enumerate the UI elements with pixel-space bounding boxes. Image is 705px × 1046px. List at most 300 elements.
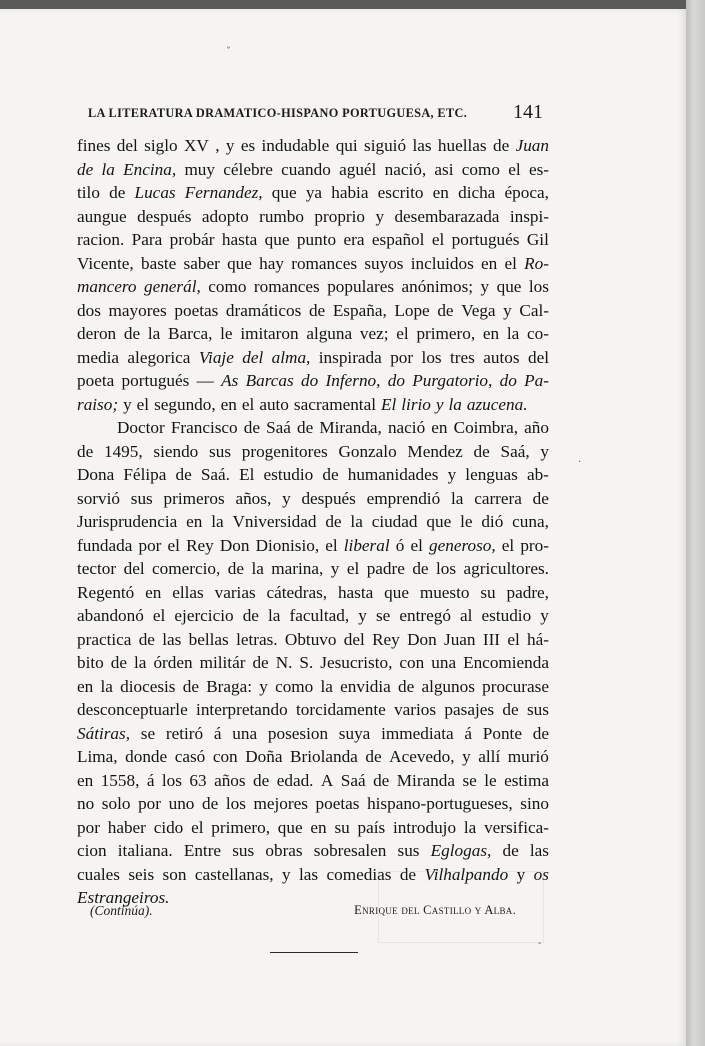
word: desconceptuarle (77, 700, 188, 719)
word: comedias (326, 864, 392, 884)
word: letras. (236, 629, 278, 649)
word: Jesucristo, (320, 653, 393, 672)
italic-word: do (499, 371, 517, 390)
word: por (77, 817, 100, 837)
word: dos (77, 300, 101, 320)
word: de (243, 418, 260, 437)
word: aguél (339, 159, 377, 179)
word: de (308, 300, 326, 320)
text-line (77, 299, 549, 323)
word: vez; (359, 324, 389, 343)
word: segundo, (154, 394, 216, 414)
word: ejercicio (174, 606, 234, 625)
word: de (325, 512, 342, 531)
word: Félipa (123, 465, 167, 484)
page-header (88, 101, 543, 125)
word: Rey (372, 629, 400, 649)
word: ellas (172, 582, 204, 602)
italic-word: Juan (515, 136, 549, 155)
text-line (77, 510, 549, 534)
word: asi (434, 159, 454, 179)
word: Lope (394, 300, 430, 320)
word: el (508, 159, 521, 179)
word: castellanas, (194, 864, 274, 884)
word: alegorica (127, 347, 191, 367)
word: las (299, 864, 319, 884)
word: que (264, 230, 290, 249)
word: siglo (144, 136, 178, 155)
word: Encomienda (463, 653, 549, 672)
word: Vicente, (77, 253, 134, 273)
italic-word: do (387, 371, 405, 390)
italic-word: del (242, 347, 264, 367)
italic-word: Ro- (524, 253, 549, 273)
word: ya (305, 183, 323, 202)
word: Miranda (396, 770, 455, 790)
word: una (431, 653, 457, 672)
word: siendo (153, 441, 199, 461)
word: las (529, 841, 549, 860)
word: obras (265, 841, 303, 860)
word: por (390, 347, 414, 367)
word: de (373, 770, 390, 790)
italic-word: Estrangeiros. (77, 888, 170, 907)
word: Coimbra, (453, 418, 519, 437)
word: humanidades (347, 465, 439, 484)
italic-word: Viaje (198, 347, 234, 367)
word: mayores (108, 300, 167, 320)
closing-rule (270, 952, 358, 953)
word: y (330, 559, 340, 578)
word: indudable (261, 136, 330, 155)
text-line (77, 839, 549, 863)
word: Gonzalo (338, 441, 397, 461)
text-line (77, 393, 549, 417)
word: después (301, 488, 356, 508)
word: Vniversidad (232, 512, 317, 531)
word: — (196, 371, 214, 390)
word: las (162, 629, 182, 649)
word: edad. (276, 770, 314, 790)
word: Miranda, (319, 418, 382, 437)
word: poetas (315, 794, 360, 813)
word: como (208, 277, 247, 296)
word: nació (387, 418, 426, 437)
word: agricultores. (463, 559, 549, 578)
word: 1495, (103, 441, 143, 461)
word: dió (481, 512, 504, 531)
word: 1558, (100, 770, 140, 790)
word: á (213, 723, 222, 743)
word: sobresalen (313, 841, 387, 860)
word: huellas (437, 136, 487, 155)
word: incluidos (410, 253, 474, 273)
speck-mark: ˇ (226, 47, 231, 58)
word: año (524, 418, 549, 437)
word: y (358, 606, 367, 625)
word: Jurisprudencia (77, 512, 178, 531)
word: España, (332, 300, 387, 320)
text-line (77, 604, 549, 628)
word: lenguas (465, 465, 518, 484)
text-line (77, 675, 549, 699)
word: sus (232, 841, 255, 860)
word: célebre (223, 159, 273, 179)
word: al (460, 606, 473, 625)
italic-word: mancero (77, 277, 137, 296)
word: el (346, 559, 360, 578)
word: alguna (306, 324, 353, 343)
word: la (463, 817, 477, 837)
word: de (502, 700, 519, 719)
word: es- (528, 159, 549, 179)
word: el (410, 535, 423, 555)
word: los (421, 347, 442, 367)
italic-word: generál, (143, 277, 201, 296)
word: qui (335, 136, 358, 155)
text-line (77, 557, 549, 581)
word: inspirada (318, 347, 382, 367)
word: marina, (271, 559, 324, 578)
word: romances (291, 253, 358, 273)
word: desembarazada (394, 206, 500, 226)
word: del (123, 559, 145, 578)
word: su (334, 817, 350, 837)
word: que (227, 253, 252, 273)
italic-word: os (533, 864, 549, 884)
word: estudio (481, 606, 532, 625)
word: años, (235, 488, 272, 508)
word: 63 (189, 770, 207, 790)
smallcaps-word: XV (183, 136, 209, 155)
word: aungue (77, 206, 127, 226)
word: padre, (506, 582, 549, 602)
word: de (532, 488, 549, 508)
word: la (100, 676, 113, 696)
italic-word: Encina, (123, 159, 177, 179)
word: órden (153, 653, 193, 672)
word: hispano-portugueses, (367, 794, 513, 813)
word: en (481, 253, 498, 273)
speck-mark: · (578, 457, 582, 468)
text-line (77, 769, 549, 793)
word: padre (366, 559, 405, 578)
word: sacramental (293, 394, 376, 414)
word: Para (131, 230, 163, 249)
word: á (464, 723, 473, 743)
word: de (253, 770, 270, 790)
word: una (232, 723, 258, 743)
word: media (77, 347, 119, 367)
text-line (77, 651, 549, 675)
word: y (375, 206, 385, 226)
word: la (350, 512, 363, 531)
word: tilo (77, 183, 100, 202)
word: Saá, (500, 441, 530, 461)
word: y (282, 488, 291, 508)
word: suya (338, 723, 371, 743)
word: y (462, 747, 471, 766)
word: primeros (163, 488, 225, 508)
word: del (116, 136, 138, 155)
word: la (134, 653, 147, 672)
word: Gil (526, 230, 549, 249)
word: seis (128, 864, 155, 884)
word: en (482, 324, 500, 343)
word: Ponte (482, 723, 522, 743)
word: á (146, 770, 155, 790)
word: mejores (253, 794, 308, 813)
word: en (310, 817, 327, 837)
word: baste (140, 253, 177, 273)
word: fines (77, 136, 111, 155)
word: de (412, 559, 429, 578)
text-line (77, 252, 549, 276)
text-line (77, 158, 549, 182)
word: facultad, (289, 606, 350, 625)
word: el (396, 324, 409, 343)
word: pro- (520, 535, 549, 555)
word: los (225, 794, 246, 813)
word: cuando (281, 159, 331, 179)
word: cido (153, 817, 184, 837)
italic-word: raiso; (77, 394, 119, 414)
word: que (496, 277, 522, 296)
word: italiana. (117, 841, 173, 860)
text-line (77, 275, 549, 299)
word: immediata (381, 723, 454, 743)
word: há- (527, 629, 549, 649)
word: y (259, 676, 268, 696)
word: autos (483, 347, 520, 367)
word: de (110, 653, 127, 672)
italic-word: Fernandez, (184, 183, 263, 202)
word: que (277, 817, 303, 837)
word: y (540, 606, 549, 625)
word: la (211, 512, 224, 531)
smallcaps-word: III (482, 629, 501, 649)
word: romances (253, 277, 320, 296)
word: muy (184, 159, 215, 179)
word: co- (527, 324, 549, 343)
word: punto (296, 230, 337, 249)
word: era (343, 230, 365, 249)
word: la (320, 676, 333, 696)
word: cion (77, 841, 107, 860)
word: con (399, 653, 425, 672)
word: emprendió (366, 488, 441, 508)
italic-word: liberal (343, 535, 390, 555)
word: el (152, 606, 166, 625)
word: portugués (451, 230, 520, 249)
word: de (365, 747, 382, 766)
word: diocesis (120, 676, 176, 696)
italic-word: Pa- (524, 371, 549, 390)
word: suyos (364, 253, 404, 273)
word: poetas (174, 300, 219, 320)
italic-word: As (221, 371, 239, 390)
running-head: LA LITERATURA DRAMATICO-HISPANO PORTUGUESA, ETC. (88, 106, 468, 120)
italic-word: la (448, 394, 462, 414)
italic-word: Inferno, (325, 371, 381, 390)
word: de (397, 676, 415, 696)
italic-word: Vilhalpando (424, 864, 509, 884)
word: estudio (263, 465, 314, 484)
word: muesto (419, 582, 470, 602)
word: posesion (267, 723, 329, 743)
italic-word: y (435, 394, 444, 414)
word: y (282, 864, 291, 884)
word: interpretando (196, 700, 288, 719)
word: de (227, 559, 244, 578)
word: Obtuvo (284, 629, 337, 649)
word: probár (169, 230, 215, 249)
word: siguió (364, 136, 407, 155)
word: S. (299, 653, 314, 672)
word: comercio, (152, 559, 221, 578)
word: Saá (266, 418, 291, 437)
word: primero, (416, 324, 476, 343)
italic-word: generoso, (429, 535, 496, 555)
word: Don (407, 629, 437, 649)
word: los (161, 770, 182, 790)
word: Francisco (170, 418, 238, 437)
text-line (77, 487, 549, 511)
word: bellas (188, 629, 229, 649)
italic-word: Lucas (134, 183, 176, 202)
italic-word: de (77, 159, 94, 179)
word: la (450, 488, 464, 508)
italic-word: Barcas (245, 371, 294, 390)
word: de (138, 629, 155, 649)
word: de (242, 606, 259, 625)
word: de (399, 864, 417, 884)
word: de (473, 441, 490, 461)
word: introdujo (393, 817, 457, 837)
word: portugués (121, 371, 190, 390)
word: progenitores (241, 441, 328, 461)
word: el (507, 629, 520, 649)
word: y (516, 864, 526, 884)
text-line (77, 534, 549, 558)
word: del (527, 347, 549, 367)
word: el (325, 535, 338, 555)
word: sorvió (77, 488, 120, 508)
word: solo (101, 794, 131, 813)
page-edge-shadow (686, 0, 705, 1046)
word: proprio (314, 206, 366, 226)
text-line (77, 628, 549, 652)
text-line (77, 322, 549, 346)
word: en (220, 394, 237, 414)
word: militár (199, 653, 246, 672)
word: español (371, 230, 425, 249)
text-line (77, 745, 549, 769)
word: de (502, 841, 519, 860)
word: carrera (474, 488, 522, 508)
word: le (460, 512, 473, 531)
word: de (123, 324, 141, 343)
word: en (431, 418, 448, 437)
word: hasta (337, 582, 374, 602)
word: que (271, 183, 297, 202)
word: algunos (421, 676, 475, 696)
word: dicha (458, 183, 496, 202)
word: Cal- (519, 300, 549, 320)
word: tector (77, 559, 117, 578)
word: El (239, 465, 255, 484)
word: murió (507, 747, 549, 766)
word: pasajes (444, 700, 495, 719)
word: en (77, 770, 94, 790)
word: los (528, 277, 549, 296)
word: de (532, 723, 549, 743)
word: su (480, 582, 496, 602)
word: sus (130, 488, 153, 508)
word: rumbo (259, 206, 304, 226)
text-line (77, 440, 549, 464)
word: abandonó (77, 606, 144, 625)
word: entregó (399, 606, 451, 625)
author-signature: Enrique del Castillo y Alba. (354, 903, 516, 917)
word: Saá (340, 770, 366, 790)
word: le (484, 770, 497, 790)
word: y (540, 441, 549, 461)
word: del (343, 629, 365, 649)
word: dramáticos (225, 300, 302, 320)
word: los (436, 559, 457, 578)
word: sus (397, 841, 420, 860)
word: retiró (165, 723, 204, 743)
word: en (432, 183, 449, 202)
word: y (447, 465, 457, 484)
word: bito (77, 653, 104, 672)
word: de (322, 465, 339, 484)
word: época, (504, 183, 549, 202)
italic-word: lirio (401, 394, 431, 414)
word: , (215, 136, 220, 155)
word: en (77, 676, 94, 696)
word: Juan (444, 629, 476, 649)
word: Dionisio, (255, 535, 320, 555)
word: racion. (77, 230, 125, 249)
word: de (175, 465, 192, 484)
word: Rey (186, 535, 214, 555)
word: la (506, 324, 520, 343)
word: de (77, 441, 94, 461)
word: uno (168, 794, 195, 813)
word: Dona (77, 465, 115, 484)
word: en (186, 512, 203, 531)
text-line (77, 463, 549, 487)
body-text (77, 134, 549, 910)
continued-note: (Continúa). (90, 903, 153, 918)
word: versifica- (484, 817, 549, 837)
text-line (77, 581, 549, 605)
word: adopto (201, 206, 249, 226)
word: sus (526, 700, 549, 719)
text-line (77, 416, 549, 440)
word: por (138, 794, 161, 813)
word: cátedras, (266, 582, 328, 602)
word: el (504, 253, 517, 273)
word: haber (107, 817, 146, 837)
word: Braga: (206, 676, 253, 696)
word: el (167, 535, 180, 555)
word: en (145, 582, 162, 602)
italic-word: do (301, 371, 319, 390)
word: Acevedo, (389, 747, 455, 766)
